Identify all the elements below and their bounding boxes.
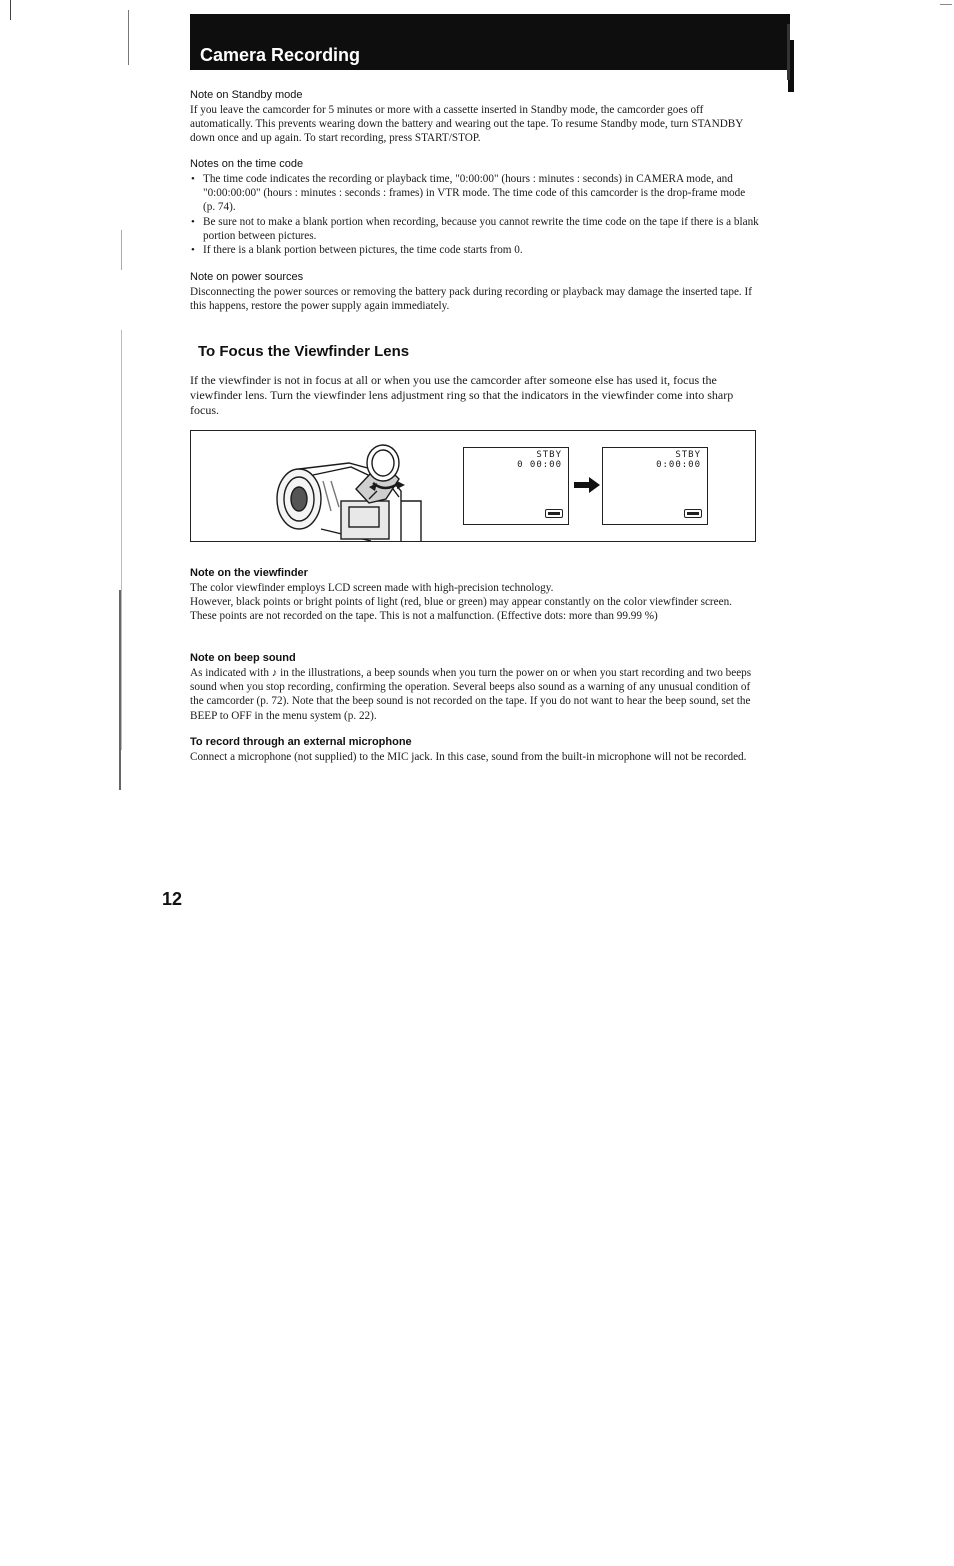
- note-standby: [190, 88, 760, 146]
- viewfinder-screen-after: [602, 447, 708, 525]
- standby-indicator: STBY: [675, 450, 701, 460]
- time-code-display: 0:00:00: [656, 460, 701, 470]
- note-body: The color viewfinder employs LCD screen made with high-precision technology.: [190, 582, 554, 594]
- note-heading: Note on beep sound: [190, 652, 296, 664]
- beep-note-icon: ♪: [271, 667, 278, 679]
- scan-mark: [787, 24, 790, 80]
- focus-body: If the viewfinder is not in focus at all or when you use the camcorder after someone else has used it, focus the viewfinder lens. Turn the viewfinder lens adjustment ring so that the indicators in the viewfinder come into sharp focus.: [190, 373, 734, 418]
- bullet-list: [190, 172, 760, 257]
- bullet-icon: •: [191, 215, 195, 228]
- note-heading: Note on the viewfinder: [190, 567, 308, 579]
- list-item: • Be sure not to make a blank portion when recording, because you cannot rewrite the time code on the tape if there is a blank portion between pictures.: [191, 215, 759, 242]
- note-body: As indicated with ♪ in the illustrations, a beep sounds when you turn the power on or when you start recording and two beeps sound when you stop recording, confirming the operation. Several beeps also sound as a warning of any unusual condition of the camcorder (p. 72). Note that the beep sound is not recorded on the tape. If you do not want to hear the beep sound, set the BEEP to OFF in the menu system (p. 22).: [190, 667, 752, 722]
- scan-mark: [121, 330, 122, 750]
- standby-indicator: STBY: [536, 450, 562, 460]
- note-heading: To record through an external microphone: [190, 736, 412, 748]
- focus-instructions: [190, 373, 760, 419]
- note-beep-sound: [190, 651, 760, 723]
- time-code-display: 0 00:00: [517, 460, 562, 470]
- scan-mark: [121, 230, 122, 270]
- note-power-sources: [190, 270, 760, 313]
- note-heading: Note on Standby mode: [190, 89, 303, 101]
- subsection-title: To Focus the Viewfinder Lens: [198, 343, 410, 360]
- battery-icon: [684, 509, 702, 518]
- right-arrow-icon: [574, 477, 600, 493]
- note-heading: Note on power sources: [190, 271, 304, 283]
- note-body: Connect a microphone (not supplied) to the MIC jack. In this case, sound from the built-in microphone will not be recorded.: [190, 751, 747, 763]
- camcorder-illustration-icon: [261, 441, 426, 541]
- scan-mark: [10, 0, 11, 20]
- list-item: • The time code indicates the recording or playback time, "0:00:00" (hours : minutes : seconds) in CAMERA mode, and "0:00:00:00" (hours : minutes : seconds : frames) in VTR mode. The time code of this camcorder is the drop-frame mode (p. 74).: [191, 173, 746, 214]
- section-banner: [190, 14, 790, 70]
- viewfinder-screen-before: [463, 447, 569, 525]
- viewfinder-figure: [190, 430, 756, 542]
- list-item: • If there is a blank portion between pictures, the time code starts from 0.: [191, 244, 523, 257]
- note-viewfinder: [190, 566, 760, 624]
- note-body-continued: However, black points or bright points of light (red, blue or green) may appear constantly on the color viewfinder screen. These points are not recorded on the tape. This is not a malfunction. (Effective dots: more than 99.99 %): [190, 596, 732, 623]
- note-body: If you leave the camcorder for 5 minutes or more with a cassette inserted in Standby mode, the camcorder goes off automatically. This prevents wearing down the battery and wearing out the tape. To resume Standby mode, turn STANDBY down once and up again. To start recording, press START/STOP.: [190, 104, 743, 145]
- note-heading: Notes on the time code: [190, 158, 304, 170]
- note-body: Disconnecting the power sources or removing the battery pack during recording or playback may damage the inserted tape. If this happens, restore the power supply again immediately.: [190, 286, 752, 313]
- bullet-icon: •: [191, 244, 195, 257]
- section-title: Camera Recording: [200, 45, 361, 65]
- bullet-icon: •: [191, 173, 195, 185]
- note-time-code: [190, 157, 760, 257]
- scan-mark: [940, 4, 952, 5]
- page-number: 12: [162, 889, 183, 909]
- scan-mark: [119, 590, 121, 790]
- note-external-microphone: [190, 735, 760, 764]
- scan-mark: [128, 10, 129, 65]
- battery-icon: [545, 509, 563, 518]
